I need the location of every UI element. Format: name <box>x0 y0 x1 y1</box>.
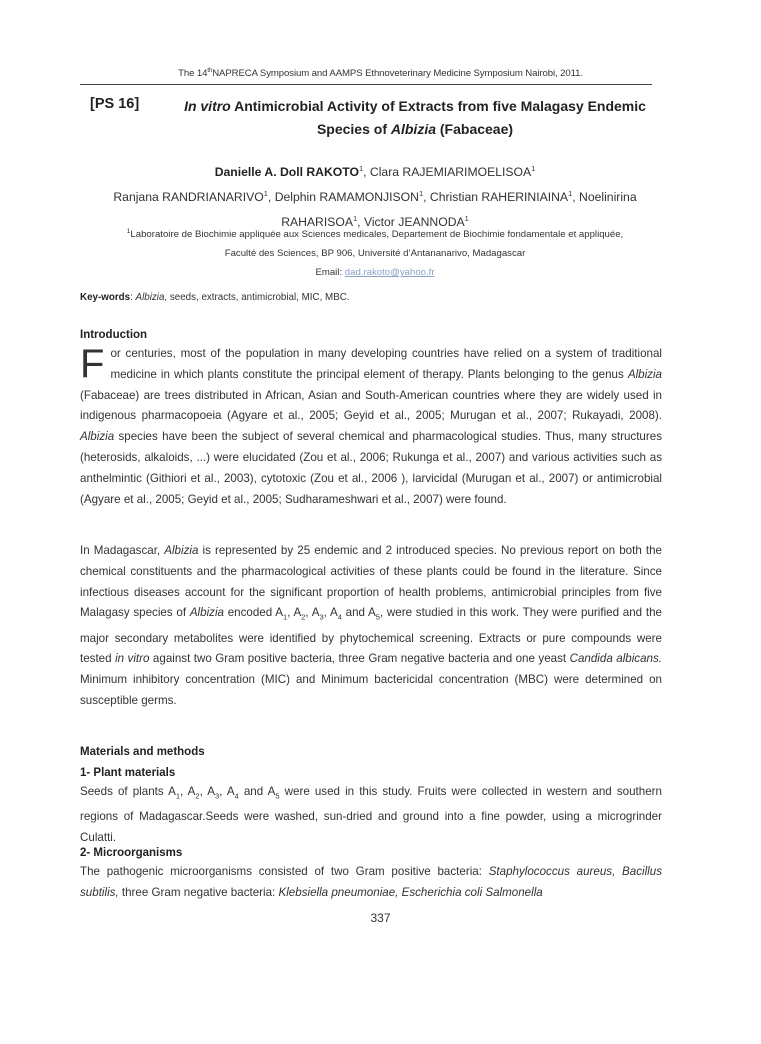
author-6-sup: 1 <box>352 214 358 224</box>
affiliation-sup: 1 <box>126 228 131 235</box>
intro-p1-c: species have been the subject of several chemical and pharmacological studies. Thus, many structures (heterosids, alkaloids, ...) were elucidated (Zou et al., 2006; Rukunga et al., 2007) and various activities such as anthelmintic (Githiori et al., 2003), cytotoxic (Zou et al., 2006 ), larvicidal (Murugan et al., 2007) or antimicrobial (Agyare et al., 2005; Geyid et al., 2005; Sudharameshwari et al., 2007) were found. <box>80 430 662 506</box>
author-1: Danielle A. Doll RAKOTO <box>214 165 359 180</box>
keywords-italic-term: Albizia <box>135 292 165 303</box>
m1-b: were used in this study. Fruits were collected in western and southern regions of Madagascar.Seeds were washed, sun-dried and ground into a fine powder, using a microgrinder Culatti. <box>80 785 662 844</box>
intro-p1-b: (Fabaceae) are trees distributed in African, Asian and South-American countries where they are widely used in indigenous pharmacopoeia (Agyare et al., 2005; Geyid et al., 2005; Murugan et al., 2007; Rukayadi, 2008). <box>80 388 662 423</box>
sub-4: 4 <box>337 612 342 622</box>
intro-p2-c2: , A <box>287 606 302 620</box>
keywords <box>80 292 670 303</box>
affiliation-line-1: Laboratoire de Biochimie appliquée aux Sciences medicales, Departement de Biochimie fondamentale et appliquée, <box>130 229 624 241</box>
drop-cap: F <box>80 342 105 386</box>
sub-1: 1 <box>283 612 288 622</box>
intro-p1-a: or centuries, most of the population in many developing countries have relied on a system of traditional medicine in which plants constitute the principal element of therapy. Plants belonging to the genus <box>110 347 662 381</box>
author-4: Delphin RAMAMONJISON <box>274 190 419 205</box>
m2-a: The pathogenic microorganisms consisted of two Gram positive bacteria: <box>80 865 489 878</box>
intro-p2-c: encoded A <box>223 606 284 620</box>
intro-p1-italic-2: Albizia <box>80 430 115 444</box>
running-head-sup: th <box>207 68 213 74</box>
intro-p2-c5: and A <box>341 606 376 620</box>
m2-b: three Gram negative bacteria: <box>118 885 279 899</box>
keywords-colon: : <box>130 292 136 303</box>
m1-sep-3: , A <box>219 785 235 798</box>
header-rule <box>80 84 652 85</box>
intro-paragraph-2 <box>80 541 662 712</box>
running-head <box>0 68 761 79</box>
title-line-1: Antimicrobial Activity of Extracts from five Malagasy Endemic <box>230 98 646 114</box>
m1-sub-4: 4 <box>234 791 239 801</box>
author-sep: , <box>357 215 364 230</box>
m1-and: and A <box>238 785 276 798</box>
m2-italic-1: Staphylococcus aureus, Bacillus subtilis, <box>80 865 662 899</box>
intro-p2-italic-3: in vitro <box>115 652 150 666</box>
intro-p2-italic-4: Candida albicans. <box>569 652 663 666</box>
introduction-heading: Introduction <box>80 329 148 341</box>
microorganisms-heading: 2- Microorganisms <box>80 847 183 859</box>
intro-p2-a: In Madagascar, <box>80 544 165 557</box>
title-line-2-post: (Fabaceae) <box>436 121 514 137</box>
paper-title <box>160 95 670 141</box>
methods-heading: Materials and methods <box>80 746 205 758</box>
plant-materials-paragraph <box>80 782 662 849</box>
keywords-label: Key-words <box>80 292 131 303</box>
intro-p2-b: is represented by 25 endemic and 2 introduced species. No previous report on both the chemical constituents and the pharmacological activities of these plants could be found in the literature. Since infectious diseases account for the significant proportion of health problems, antimicrobial principles from five Malagasy species of <box>80 544 663 620</box>
keywords-rest: , seeds, extracts, antimicrobial, MIC, MBC. <box>164 292 350 303</box>
m1-sep-2: , A <box>199 785 215 798</box>
page-number: 337 <box>370 911 391 925</box>
m1-sub-1: 1 <box>175 791 181 801</box>
m1-sub-2: 2 <box>195 791 200 801</box>
intro-p2-italic-1: Albizia <box>164 544 199 557</box>
author-2-sup: 1 <box>531 164 536 173</box>
m1-sub-5: 5 <box>275 791 280 801</box>
plant-materials-heading: 1- Plant materials <box>80 767 176 779</box>
sub-5: 5 <box>375 612 380 622</box>
title-line-2-pre: Species of <box>316 121 391 137</box>
title-italic: In vitro <box>184 98 231 114</box>
running-head-suffix: NAPRECA Symposium and AAMPS Ethnoveterinary Medicine Symposium Nairobi, 2011. <box>212 68 583 80</box>
author-3-sup: 1 <box>263 189 268 199</box>
author-7: Victor JEANNODA <box>363 215 465 230</box>
paper-code: [PS 16] <box>90 96 140 112</box>
intro-p2-d: , were studied in this work. They were purified and the major secondary metabolites were identified by phytochemical screening. Extracts or pure compounds were tested <box>80 606 662 666</box>
intro-p2-e: against two Gram positive bacteria, three Gram negative bacteria and one yeast <box>149 652 570 666</box>
author-7-sup: 1 <box>464 214 469 224</box>
author-sep: , <box>267 190 275 205</box>
author-sep: , <box>572 190 580 205</box>
title-line-2-italic: Albizia <box>390 121 436 137</box>
intro-p2-c4: , A <box>323 606 338 620</box>
intro-p1-italic-1: Albizia <box>627 367 662 381</box>
microorganisms-paragraph <box>80 862 662 904</box>
sub-2: 2 <box>301 612 306 622</box>
email-label: Email: <box>315 267 345 279</box>
intro-p2-f: Minimum inhibitory concentration (MIC) and Minimum bactericidal concentration (MBC) were determined on susceptible germs. <box>80 673 662 707</box>
intro-p2-italic-2: Albizia <box>189 606 224 620</box>
m1-sub-3: 3 <box>215 791 220 801</box>
affiliation <box>85 222 665 282</box>
author-4-sup: 1 <box>418 189 424 199</box>
author-6-last: RAHARISOA <box>281 215 353 230</box>
running-head-prefix: The 14 <box>178 68 208 80</box>
author-5-sup: 1 <box>568 189 573 199</box>
intro-p2-c3: , A <box>305 606 320 620</box>
author-6-first: Noelinirina <box>579 190 637 205</box>
author-1-sup: 1 <box>358 164 364 173</box>
m2-italic-2: Klebsiella pneumoniae, Escherichia coli Salmonella <box>278 885 543 899</box>
author-2: Clara RAJEMIARIMOELISOA <box>369 165 532 180</box>
affiliation-line-2: Faculté des Sciences, BP 906, Université d’Antananarivo, Madagascar <box>224 248 526 260</box>
author-5: Christian RAHERINIAINA <box>429 190 569 205</box>
email-link[interactable]: dad.rakoto@yahoo.fr <box>344 267 435 279</box>
author-sep: , <box>363 165 370 180</box>
m1-a: Seeds of plants A <box>80 785 176 798</box>
author-3: Ranjana RANDRIANARIVO <box>113 190 264 205</box>
sub-3: 3 <box>319 612 324 622</box>
m1-sep-1: , A <box>180 785 196 798</box>
author-sep: , <box>423 190 430 205</box>
intro-paragraph-1 <box>80 344 662 510</box>
